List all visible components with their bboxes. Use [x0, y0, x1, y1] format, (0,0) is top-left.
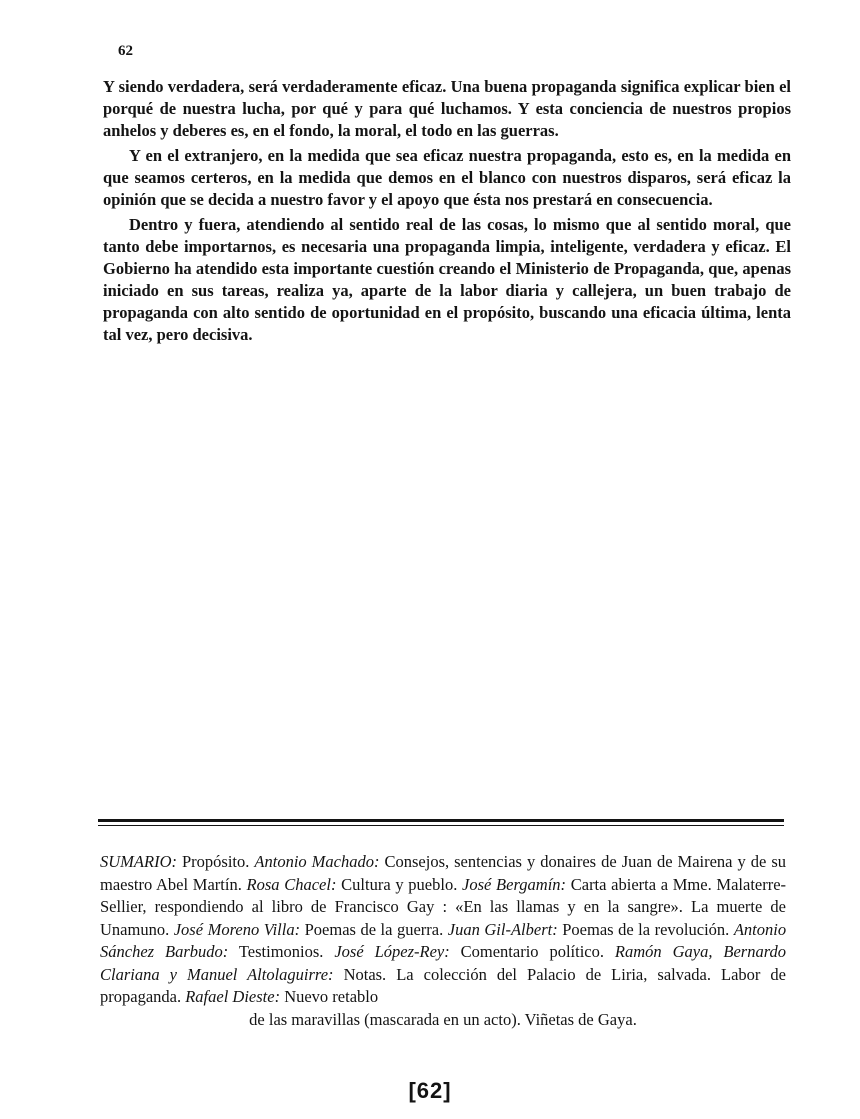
paragraph-1: Y siendo verdadera, será verdaderamente eficaz. Una buena propaganda significa explicar bien el porqué de nuestra lucha, por qué y para qué luchamos. Y esta conciencia de nuestros propios anhelos y deberes es, en el fondo, la moral, el todo en las guerras. — [103, 77, 791, 140]
toc-author: José Bergamín: — [462, 874, 567, 894]
table-of-contents — [100, 851, 786, 1031]
paragraph-2: Y en el extranjero, en la medida que sea eficaz nuestra propaganda, esto es, en la medida en que seamos certeros, en la medida que demos en el blanco con nuestros disparos, será eficaz la opinión que se decida a nuestro favor y el apoyo que ésta nos prestará en consecuencia. — [103, 146, 791, 209]
divider-thick — [98, 819, 784, 822]
toc-title: Nuevo retablo — [284, 987, 379, 1006]
toc-author: Antonio Sánchez Barbudo: — [100, 919, 787, 961]
toc-title: Consejos, sentencias y donaires de Juan de Mairena y de su maestro Abel Martín. — [100, 852, 787, 894]
toc-title: Cultura y pueblo. — [341, 874, 458, 894]
toc-author: Ramón Gaya, Bernardo Clariana y Manuel Altolaguirre: — [100, 942, 786, 984]
divider-thin — [98, 825, 784, 826]
toc-author: Juan Gil-Albert: — [447, 919, 558, 939]
body-text — [103, 76, 791, 349]
toc-title: Poemas de la guerra. — [304, 919, 444, 939]
paragraph-3: Dentro y fuera, atendiendo al sentido real de las cosas, lo mismo que al sentido moral, que tanto debe importarnos, es necesaria una propaganda limpia, inteligente, verdadera y eficaz. El Gobierno ha atendido esta importante cuestión creando el Ministerio de Propaganda, que, apenas iniciado en sus tareas, realiza ya, aparte de la labor diaria y callejera, un buen trabajo de propaganda con alto sentido de oportunidad en el propósito, buscando una eficacia última, lenta tal vez, pero decisiva. — [103, 215, 791, 344]
page-number-top: 62 — [118, 43, 133, 59]
toc-author: José López-Rey: — [334, 942, 450, 961]
summary-label: SUMARIO: — [100, 852, 177, 871]
page-number-bottom: [62] — [408, 1078, 452, 1103]
toc-author: José Moreno Villa: — [173, 919, 301, 939]
toc-title: Comentario político. — [460, 942, 604, 961]
toc-author: Antonio Machado: — [254, 852, 380, 871]
toc-title: Carta abierta a Mme. Malaterre-Sellier, respondiendo al libro de Francisco Gay : «En las llamas y en la sangre». La muerte de Unamuno. — [100, 874, 787, 939]
toc-title: Testimonios. — [238, 942, 324, 961]
toc-author: Rafael Dieste: — [185, 987, 281, 1006]
toc-last-line: de las maravillas (mascarada en un acto). Viñetas de Gaya. — [249, 1009, 637, 1029]
toc-author: Rosa Chacel: — [246, 874, 337, 894]
toc-title: Poemas de la revolución. — [562, 919, 730, 939]
summary-intro: Propósito. — [182, 852, 250, 871]
toc-title: Notas. La colección del Palacio de Liria, salvada. Labor de propaganda. — [100, 964, 786, 1006]
